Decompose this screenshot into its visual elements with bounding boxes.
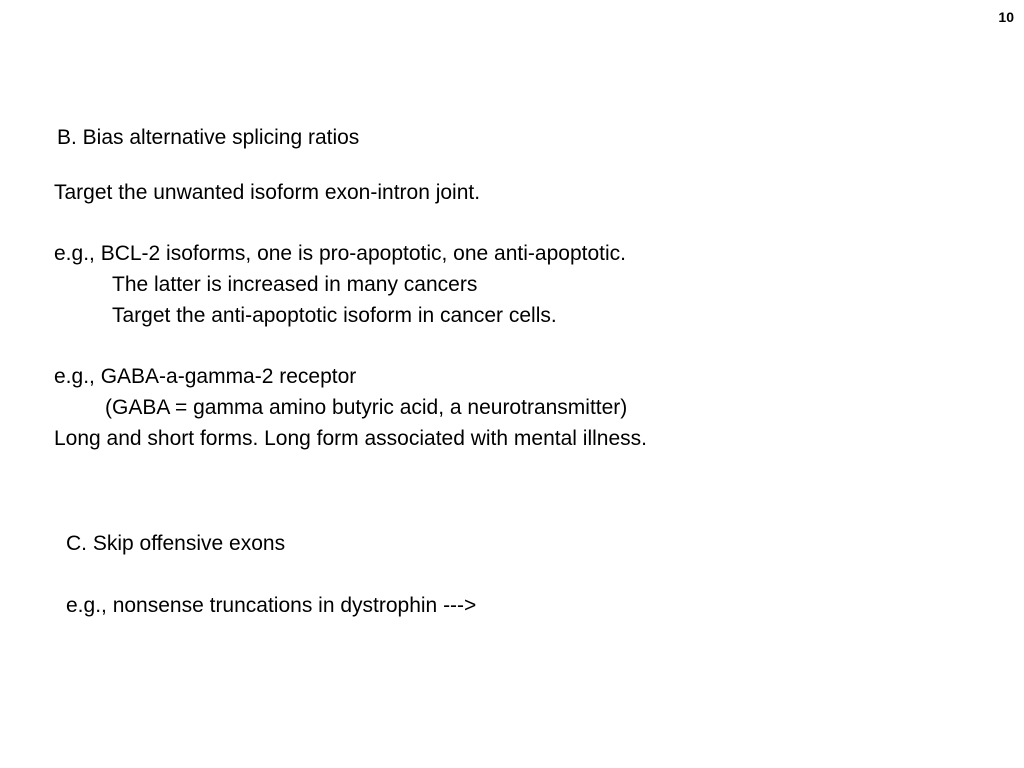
spacer — [54, 331, 647, 362]
body-line-indented: (GABA = gamma amino butyric acid, a neurotransmitter) — [105, 395, 628, 419]
body-line-indented: The latter is increased in many cancers — [112, 273, 478, 297]
section-b-heading: B. Bias alternative splicing ratios — [57, 126, 360, 149]
spacer — [54, 209, 647, 240]
body-line: e.g., nonsense truncations in dystrophin ---> — [66, 594, 477, 617]
body-line: e.g., GABA-a-gamma-2 receptor — [54, 365, 357, 389]
section-c — [66, 528, 476, 621]
spacer — [66, 559, 476, 590]
body-line: e.g., BCL-2 isoforms, one is pro-apoptotic, one anti-apoptotic. — [54, 242, 626, 266]
section-b-body — [54, 178, 647, 454]
section-c-heading: C. Skip offensive exons — [66, 532, 286, 555]
slide-number: 10 — [998, 9, 1014, 25]
body-line: Long and short forms. Long form associated with mental illness. — [54, 426, 647, 450]
body-line: Target the unwanted isoform exon-intron joint. — [54, 181, 481, 204]
body-line-indented: Target the anti-apoptotic isoform in cancer cells. — [112, 303, 557, 327]
